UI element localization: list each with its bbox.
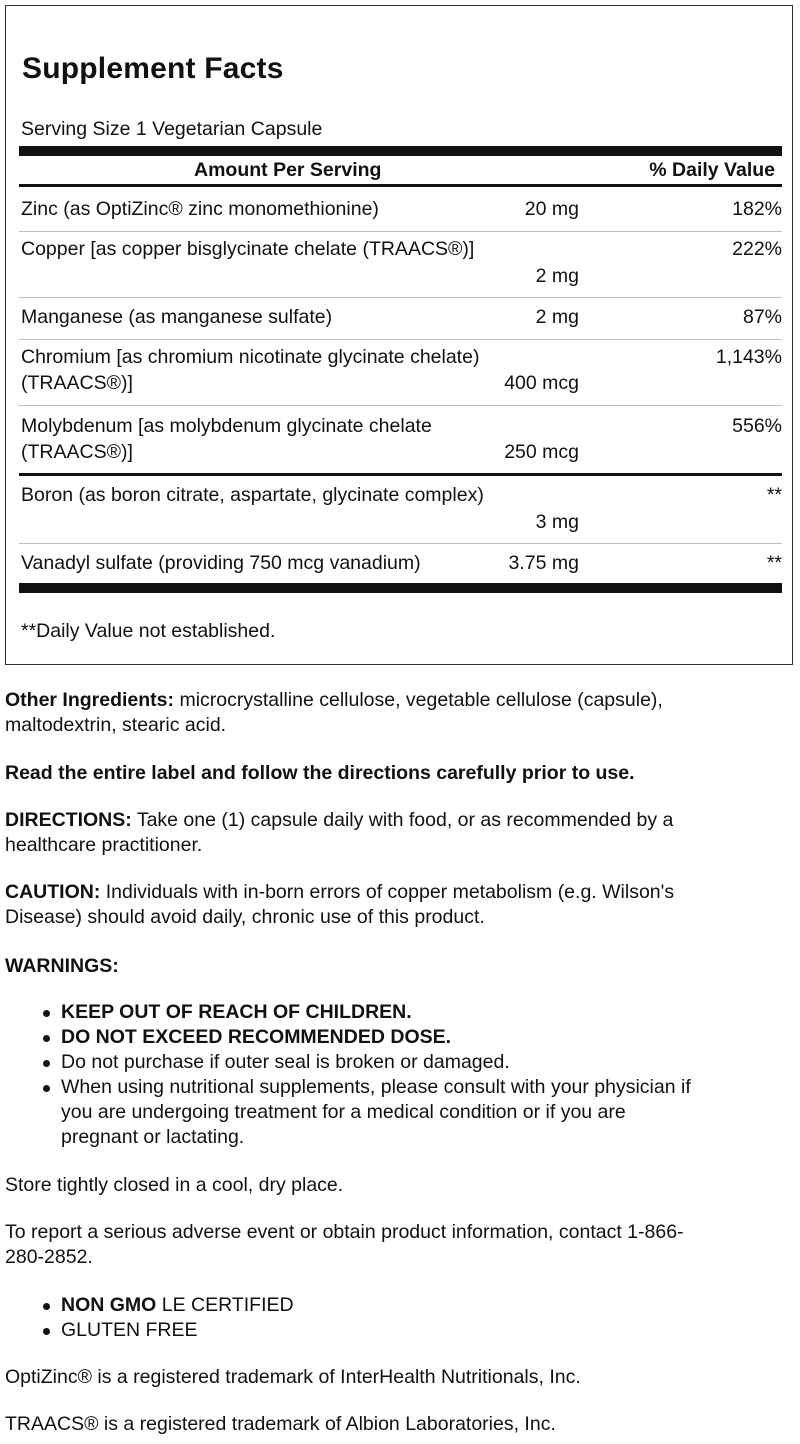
- nutrient-daily-value: **: [766, 552, 782, 574]
- nutrient-amount: 20 mg: [524, 198, 579, 220]
- other-ingredients-text-continued: maltodextrin, stearic acid.: [5, 714, 227, 736]
- nutrient-name: Chromium [as chromium nicotinate glycinate chelate): [21, 346, 480, 368]
- directions-text: Take one (1) capsule daily with food, or as recommended by a: [131, 809, 674, 831]
- storage-instructions: Store tightly closed in a cool, dry place.: [5, 1174, 344, 1196]
- nutrient-daily-value: 182%: [732, 198, 782, 220]
- section-divider: [19, 473, 782, 476]
- nutrient-amount: 400 mcg: [504, 372, 579, 394]
- nutrient-daily-value: 1,143%: [715, 346, 782, 368]
- nutrient-amount: 2 mg: [535, 306, 579, 328]
- nutrient-name: Molybdenum [as molybdenum glycinate chelate: [21, 415, 432, 437]
- warning-text-continued: pregnant or lactating.: [61, 1126, 245, 1148]
- list-item: [5, 1075, 790, 1150]
- warnings-list: [5, 1000, 790, 1150]
- daily-value-footnote: **Daily Value not established.: [21, 620, 276, 642]
- other-ingredients-label: Other Ingredients:: [5, 689, 175, 711]
- warning-text: Do not purchase if outer seal is broken or damaged.: [61, 1051, 510, 1073]
- warning-text: When using nutritional supplements, please consult with your physician if: [61, 1076, 691, 1098]
- nutrient-name: Copper [as copper bisglycinate chelate (TRAACS®)]: [21, 238, 475, 260]
- thick-divider: [19, 583, 782, 593]
- caution-text-continued: Disease) should avoid daily, chronic use of this product.: [5, 906, 485, 928]
- nutrient-daily-value: 556%: [732, 415, 782, 437]
- other-ingredients-text: microcrystalline cellulose, vegetable cellulose (capsule),: [174, 689, 663, 711]
- row-divider: [19, 543, 782, 544]
- supplement-facts-panel: [5, 5, 793, 665]
- row-divider: [19, 339, 782, 340]
- facts-title: Supplement Facts: [22, 52, 284, 85]
- caution-text: Individuals with in-born errors of copper metabolism (e.g. Wilson's: [100, 881, 675, 903]
- other-ingredients: [5, 688, 790, 738]
- nutrient-name: Vanadyl sulfate (providing 750 mcg vanadium): [21, 552, 421, 574]
- nutrient-row-chromium: [19, 345, 782, 401]
- bullet-icon: [43, 1085, 50, 1092]
- adverse-event-report: [5, 1220, 790, 1270]
- serving-size: Serving Size 1 Vegetarian Capsule: [21, 118, 323, 140]
- directions-label: DIRECTIONS:: [5, 809, 132, 831]
- row-divider: [19, 231, 782, 232]
- non-gmo-label: NON GMO: [61, 1294, 157, 1316]
- row-divider: [19, 297, 782, 298]
- caution: [5, 880, 790, 930]
- bullet-icon: [43, 1303, 50, 1310]
- row-divider: [19, 405, 782, 406]
- nutrient-row-zinc: [19, 197, 782, 227]
- list-item: [5, 1050, 790, 1075]
- list-item: [5, 1318, 790, 1343]
- bullet-icon: [43, 1010, 50, 1017]
- bullet-icon: [43, 1328, 50, 1335]
- nutrient-row-copper: [19, 237, 782, 293]
- warnings-heading: WARNINGS:: [5, 955, 119, 977]
- list-item: [5, 1025, 790, 1050]
- directions-text-continued: healthcare practitioner.: [5, 834, 203, 856]
- caution-label: CAUTION:: [5, 881, 101, 903]
- non-gmo-certified: LE CERTIFIED: [156, 1294, 294, 1316]
- nutrient-row-vanadyl: [19, 551, 782, 581]
- list-item: [5, 1000, 790, 1025]
- nutrient-row-manganese: [19, 305, 782, 335]
- nutrient-name-continued: (TRAACS®)]: [21, 372, 133, 394]
- read-label-notice: Read the entire label and follow the directions carefully prior to use.: [5, 762, 635, 784]
- header-amount-per-serving: Amount Per Serving: [194, 159, 382, 181]
- nutrient-name-continued: (TRAACS®)]: [21, 441, 133, 463]
- report-text-continued: 280-2852.: [5, 1246, 93, 1268]
- nutrient-name: Manganese (as manganese sulfate): [21, 306, 333, 328]
- bullet-icon: [43, 1035, 50, 1042]
- nutrient-amount: 250 mcg: [504, 441, 579, 463]
- list-item: [5, 1293, 790, 1318]
- header-divider: [19, 184, 782, 187]
- trademark-traacs: TRAACS® is a registered trademark of Albion Laboratories, Inc.: [5, 1413, 556, 1435]
- directions: [5, 808, 790, 858]
- certifications-list: [5, 1293, 790, 1343]
- header-daily-value: % Daily Value: [649, 159, 775, 181]
- nutrient-daily-value: 87%: [742, 306, 782, 328]
- nutrient-amount: 3.75 mg: [508, 552, 579, 574]
- nutrient-row-molybdenum: [19, 414, 782, 470]
- trademark-optizinc: OptiZinc® is a registered trademark of InterHealth Nutritionals, Inc.: [5, 1366, 581, 1388]
- nutrient-daily-value: 222%: [732, 238, 782, 260]
- nutrient-amount: 3 mg: [535, 511, 579, 533]
- nutrient-name: Boron (as boron citrate, aspartate, glycinate complex): [21, 484, 484, 506]
- gluten-free: GLUTEN FREE: [61, 1319, 198, 1341]
- nutrient-row-boron: [19, 483, 782, 539]
- nutrient-amount: 2 mg: [535, 265, 579, 287]
- nutrient-name: Zinc (as OptiZinc® zinc monomethionine): [21, 198, 379, 220]
- bullet-icon: [43, 1060, 50, 1067]
- warning-text: DO NOT EXCEED RECOMMENDED DOSE.: [61, 1026, 452, 1048]
- report-text: To report a serious adverse event or obtain product information, contact 1-866-: [5, 1221, 684, 1243]
- thick-divider: [19, 146, 782, 156]
- nutrient-daily-value: **: [766, 484, 782, 506]
- warning-text-continued: you are undergoing treatment for a medical condition or if you are: [61, 1101, 626, 1123]
- warning-text: KEEP OUT OF REACH OF CHILDREN.: [61, 1001, 412, 1023]
